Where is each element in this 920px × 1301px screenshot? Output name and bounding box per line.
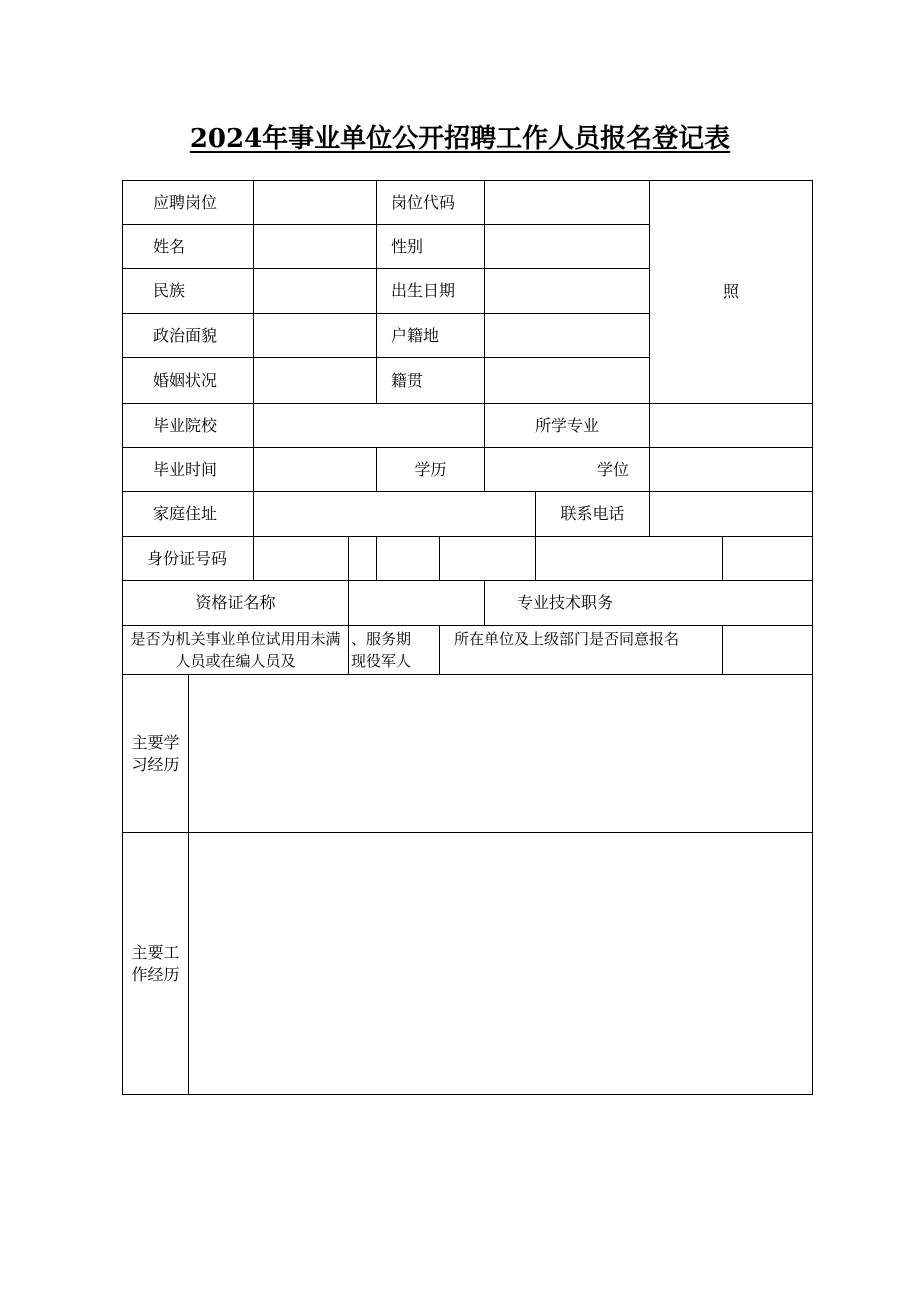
consent-field[interactable] [722, 625, 813, 675]
political-status-field[interactable] [253, 313, 377, 358]
label-household-registration: 户籍地 [376, 313, 485, 358]
label-name: 姓名 [122, 224, 254, 269]
label-degree: 学位 [596, 459, 629, 479]
label-consent-question: 所在单位及上级部门是否同意报名 [439, 625, 723, 675]
phone-field[interactable] [649, 491, 813, 537]
label-position-code: 岗位代码 [376, 180, 485, 225]
label-home-address: 家庭住址 [122, 491, 254, 537]
education-field[interactable] [484, 447, 650, 492]
graduation-time-field[interactable] [253, 447, 377, 492]
id-number-field-3[interactable] [376, 536, 440, 581]
label-birth-date: 出生日期 [376, 268, 485, 314]
household-registration-field[interactable] [484, 313, 650, 358]
position-code-field[interactable] [484, 180, 650, 225]
id-number-field-6[interactable] [722, 536, 813, 581]
label-education: 学历 [376, 447, 485, 492]
label-work-history: 主要工作经历 [122, 832, 189, 1095]
study-history-field[interactable] [188, 674, 813, 833]
home-address-field[interactable] [253, 491, 536, 537]
label-phone: 联系电话 [535, 491, 650, 537]
id-number-field-2[interactable] [348, 536, 377, 581]
label-marital-status: 婚姻状况 [122, 357, 254, 404]
photo-box[interactable] [649, 180, 813, 404]
label-veteran-question: 、服务期现役军人 [348, 625, 440, 675]
label-position: 应聘岗位 [122, 180, 254, 225]
label-professional-title: 专业技术职务 [484, 580, 813, 626]
label-graduation-time: 毕业时间 [122, 447, 254, 492]
label-native-place: 籍贯 [376, 357, 485, 404]
label-photo: 照 [722, 282, 739, 301]
label-id-number: 身份证号码 [122, 536, 254, 581]
major-field[interactable] [649, 403, 813, 448]
label-political-status: 政治面貌 [122, 313, 254, 358]
label-graduate-school: 毕业院校 [122, 403, 254, 448]
work-history-field[interactable] [188, 832, 813, 1095]
id-number-field-5[interactable] [535, 536, 723, 581]
gender-field[interactable] [484, 224, 650, 269]
label-certificate-name: 资格证名称 [122, 580, 349, 626]
label-ethnicity: 民族 [122, 268, 254, 314]
degree-field[interactable] [649, 447, 813, 492]
label-probation-question: 是否为机关事业单位试用用未满人员或在编人员及 [122, 625, 349, 675]
marital-status-field[interactable] [253, 357, 377, 404]
ethnicity-field[interactable] [253, 268, 377, 314]
native-place-field[interactable] [484, 357, 650, 404]
graduate-school-field[interactable] [253, 403, 485, 448]
id-number-field-4[interactable] [439, 536, 536, 581]
page-title: 2024年事业单位公开招聘工作人员报名登记表 [189, 124, 731, 154]
label-study-history: 主要学习经历 [122, 674, 189, 833]
label-major: 所学专业 [484, 403, 650, 448]
id-number-field-1[interactable] [253, 536, 349, 581]
name-field[interactable] [253, 224, 377, 269]
label-gender: 性别 [376, 224, 485, 269]
position-field[interactable] [253, 180, 377, 225]
birth-date-field[interactable] [484, 268, 650, 314]
certificate-name-field[interactable] [348, 580, 485, 626]
